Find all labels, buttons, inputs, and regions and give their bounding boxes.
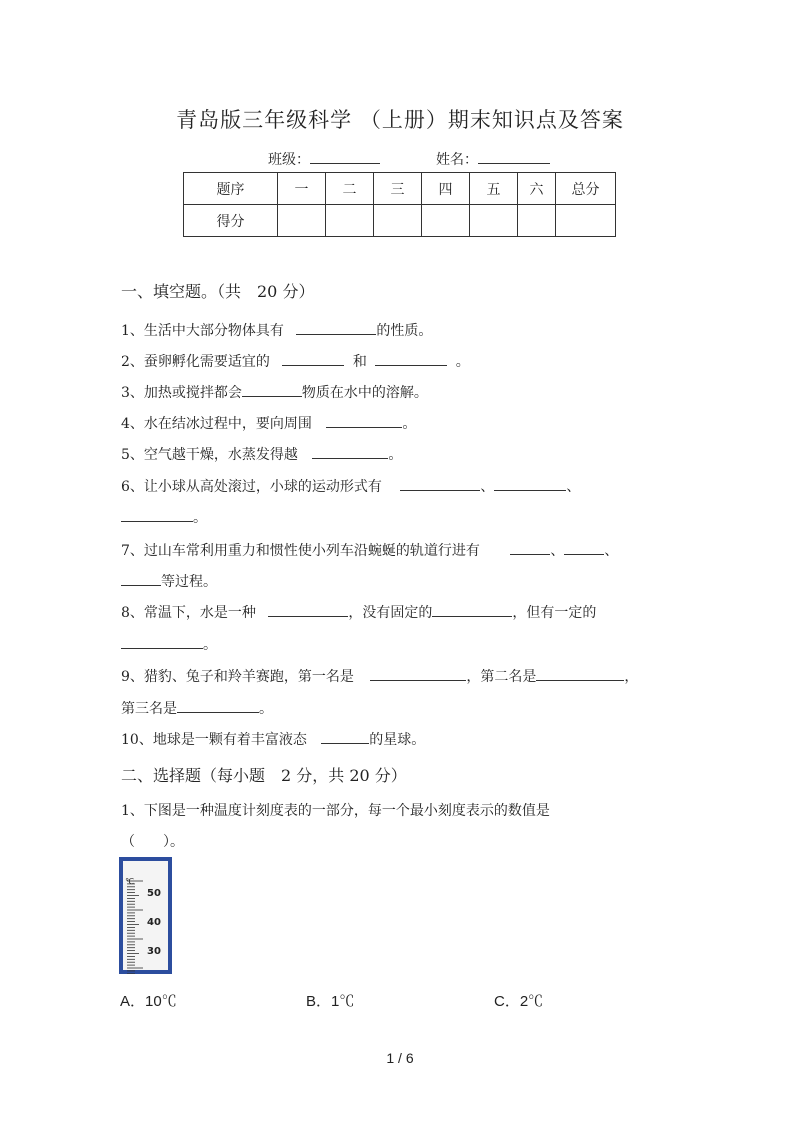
- score-cell[interactable]: [422, 205, 470, 237]
- section-2-title: 二、选择题（每小题 2 分，共 20 分）: [121, 766, 407, 785]
- score-cell[interactable]: [556, 205, 616, 237]
- table-cell: 总分: [556, 173, 616, 205]
- score-cell[interactable]: [278, 205, 326, 237]
- table-cell: 五: [470, 173, 518, 205]
- thermometer-label-30: 30: [147, 946, 161, 957]
- name-blank[interactable]: [478, 147, 550, 164]
- question-text: 、: [604, 543, 619, 559]
- question-text: 6、让小球从高处滚过，小球的运动形式有: [121, 479, 382, 495]
- question-text: 3、加热或搅拌都会: [121, 385, 242, 401]
- mc-question-1-paren[interactable]: （ ）。: [121, 834, 184, 850]
- question-text: 物质在水中的溶解。: [301, 385, 428, 401]
- question-text: 8、常温下，水是一种: [121, 605, 256, 621]
- option-a[interactable]: A．10℃: [120, 993, 177, 1010]
- question-text: 。: [402, 416, 417, 432]
- answer-blank[interactable]: [432, 600, 512, 617]
- question-6-cont: [121, 505, 207, 527]
- class-field: [268, 147, 380, 169]
- question-text: 9、猎豹、兔子和羚羊赛跑，第一名是: [121, 669, 354, 685]
- score-table-score-row: [184, 205, 616, 237]
- table-cell: 二: [326, 173, 374, 205]
- question-text: ，: [624, 669, 639, 685]
- question-text: 、: [480, 479, 495, 495]
- answer-blank[interactable]: [121, 632, 203, 649]
- answer-blank[interactable]: [121, 505, 193, 522]
- table-cell: 得分: [184, 205, 278, 237]
- score-cell[interactable]: [326, 205, 374, 237]
- question-text: ，但有一定的: [512, 605, 597, 621]
- thermometer-label-50: 50: [147, 888, 161, 899]
- question-text: 4、水在结冰过程中，要向周围: [121, 416, 312, 432]
- score-cell[interactable]: [518, 205, 556, 237]
- question-text: 、: [566, 479, 581, 495]
- question-text: 第三名是: [121, 701, 177, 717]
- question-3: [121, 380, 428, 402]
- answer-blank[interactable]: [242, 380, 302, 397]
- answer-blank[interactable]: [510, 538, 550, 555]
- question-9: [121, 664, 638, 686]
- table-cell: 四: [422, 173, 470, 205]
- question-text: ，没有固定的: [348, 605, 433, 621]
- question-text: 。: [259, 701, 273, 717]
- question-text: 。: [193, 510, 207, 526]
- question-1: [121, 318, 432, 340]
- score-cell[interactable]: [374, 205, 422, 237]
- thermometer-image: [119, 857, 172, 974]
- question-9-cont: [121, 696, 273, 718]
- name-label: 姓名：: [436, 152, 478, 168]
- table-cell: 题序: [184, 173, 278, 205]
- class-blank[interactable]: [310, 147, 380, 164]
- question-text: 的星球。: [369, 732, 426, 748]
- answer-blank[interactable]: [400, 474, 480, 491]
- score-table: [183, 172, 616, 237]
- answer-blank[interactable]: [177, 696, 259, 713]
- question-text: 1、生活中大部分物体具有: [121, 323, 284, 339]
- question-text: 的性质。: [376, 323, 433, 339]
- mc-question-1: 1、下图是一种温度计刻度表的一部分，每一个最小刻度表示的数值是: [121, 803, 550, 819]
- question-text: 和: [352, 354, 367, 370]
- question-2: [121, 349, 470, 371]
- question-text: 、: [550, 543, 565, 559]
- answer-blank[interactable]: [282, 349, 344, 366]
- question-text: 10、地球是一颗有着丰富液态: [121, 732, 307, 748]
- table-cell: 三: [374, 173, 422, 205]
- answer-blank[interactable]: [375, 349, 447, 366]
- question-7-cont: [121, 569, 217, 591]
- score-cell[interactable]: [470, 205, 518, 237]
- table-cell: 一: [278, 173, 326, 205]
- question-4: [121, 411, 416, 433]
- answer-blank[interactable]: [312, 442, 388, 459]
- question-6: [121, 474, 580, 496]
- thermometer-label-40: 40: [147, 917, 161, 928]
- answer-blank[interactable]: [121, 569, 161, 586]
- table-cell: 六: [518, 173, 556, 205]
- answer-blank[interactable]: [296, 318, 376, 335]
- section-1-title: 一、填空题。（共 20 分）: [121, 282, 315, 301]
- question-text: 2、蚕卵孵化需要适宜的: [121, 354, 270, 370]
- answer-blank[interactable]: [326, 411, 402, 428]
- name-field: [436, 147, 550, 169]
- question-text: 等过程。: [161, 574, 217, 590]
- class-label: 班级：: [268, 152, 310, 168]
- answer-blank[interactable]: [494, 474, 566, 491]
- answer-blank[interactable]: [564, 538, 604, 555]
- score-table-header-row: [184, 173, 616, 205]
- page-title: 青岛版三年级科学 （上册）期末知识点及答案: [176, 108, 624, 132]
- answer-blank[interactable]: [536, 664, 624, 681]
- option-b[interactable]: B．1℃: [306, 993, 355, 1010]
- question-text: 7、过山车常利用重力和惯性使小列车沿蜿蜒的轨道行进有: [121, 543, 480, 559]
- question-text: 5、空气越干燥，水蒸发得越: [121, 447, 298, 463]
- answer-blank[interactable]: [268, 600, 348, 617]
- answer-blank[interactable]: [370, 664, 466, 681]
- question-text: 。: [203, 637, 217, 653]
- question-8: [121, 600, 596, 622]
- answer-blank[interactable]: [321, 727, 369, 744]
- thermometer-unit: ℃: [125, 877, 134, 886]
- question-text: 。: [455, 354, 470, 370]
- question-10: [121, 727, 425, 749]
- question-8-cont: [121, 632, 217, 654]
- page-number: 1 / 6: [386, 1050, 414, 1066]
- question-5: [121, 442, 402, 464]
- question-text: ，第二名是: [466, 669, 537, 685]
- question-text: 。: [388, 447, 403, 463]
- option-c[interactable]: C．2℃: [494, 993, 544, 1010]
- question-7: [121, 538, 618, 560]
